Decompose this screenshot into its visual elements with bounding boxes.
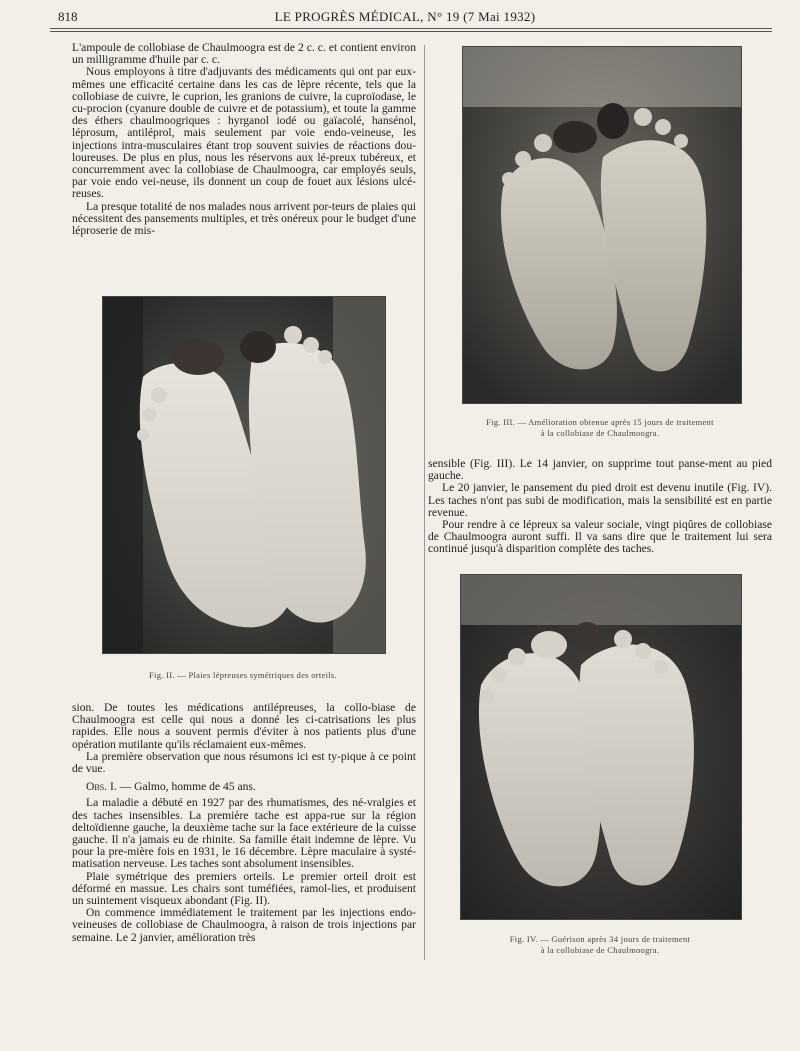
figure-3-caption-line-1: Fig. III. — Amélioration obtenue après 15 jours de traitement	[486, 417, 714, 427]
observation-title: — Galmo, homme de 45 ans.	[116, 780, 256, 794]
header-rule	[50, 28, 772, 29]
paragraph: Pour rendre à ce lépreux sa valeur sociale, vingt piqûres de collobiase de Chaulmoogra auront suffi. Il va sans dire que le traitement lui sera continué jusqu'à disparition complète des taches.	[428, 518, 772, 556]
paragraph: Plaie symétrique des premiers orteils. Le premier orteil droit est déformé en massue. Les chairs sont tuméfiées, ramol-lies, et produisent un suintement visqueux abondant (Fig. II).	[72, 869, 416, 908]
column-divider	[424, 45, 425, 960]
paragraph: La maladie a débuté en 1927 par des rhumatismes, des né-vralgies et des taches insensibles. La première tache est appa-rue sur la région deltoïdienne gauche, la deuxième tache sur la face extérieure de la cuisse gauche. Il n'a jamais eu de rhinite. Sa famille était indemne de lèpre. Vu pour la pre-mière fois en 1931, le 16 décembre. Lèpre maculaire à systé-matisation nerveuse. Les taches sont absolument insensibles.	[72, 796, 416, 871]
figure-3-photo	[462, 46, 742, 404]
paragraph: sensible (Fig. III). Le 14 janvier, on supprime tout panse-ment au pied gauche.	[428, 457, 772, 483]
running-title: LE PROGRÈS MÉDICAL, N° 19 (7 Mai 1932)	[274, 9, 536, 24]
paragraph: On commence immédiatement le traitement par les injections endo-veineuses de collobiase de Chaulmoogra, à raison de trois injections par semaine. Le 2 janvier, amélioration très	[72, 906, 416, 944]
running-header	[50, 6, 760, 26]
figure-2-photo	[102, 296, 386, 654]
paragraph: Nous employons à titre d'adjuvants des médicaments qui ont par eux-mêmes une efficacité certaine dans les cas de lèpre récente, tels que la collobiase de cuivre, le cuprion, les granions de cuivre, la cuproïodase, le cu-procion (cyanure double de cuivre et de potassium), et toute la gamme des éthers chaulmoogriques : hyrganol iodé ou gaïacolé, hansénol, léprosum, antiléprol, mais seulement par voie endo-veineuse, les injections intra-musculaires étant trop souvent suivies de réactions dou-loureuses. De plus en plus, nous les réservons aux lé-preux tubéreux, et concurremment avec la collobiase de Chaulmoogra, car employés seuls, par voie endo vei-neuse, ils donnent un coup de fouet aux lésions ulcé-reuses.	[72, 65, 416, 201]
figure-3-caption-line-2: à la collobiase de Chaulmoogra.	[540, 428, 660, 438]
observation-heading	[72, 781, 416, 793]
paragraph: La presque totalité de nos malades nous arrivent por-teurs de plaies qui nécessitent des pansements multiples, et très onéreux pour le budget d'une léproserie de mis-	[72, 199, 416, 238]
left-column-top-text	[72, 42, 416, 237]
paragraph: sion. De toutes les médications antilépreuses, la collo-biase de Chaulmoogra est celle qui nous a donné les ci-catrisations les plus rapides. Elle nous a souvent permis d'éviter à nos patients plus d'une opération mutilante qu'ils réclamaient eux-mêmes.	[72, 701, 416, 751]
page-number: 818	[58, 9, 78, 24]
figure-4-caption-line-1: Fig. IV. — Guérison après 34 jours de traitement	[509, 934, 691, 944]
left-column-bottom-text	[72, 702, 416, 944]
paragraph: La première observation que nous résumons ici est ty-pique à ce point de vue.	[72, 749, 416, 776]
observation-label: Obs. I.	[86, 780, 117, 794]
right-column-text	[428, 458, 772, 556]
header-rule-double	[50, 31, 772, 32]
figure-4-caption-line-2: à la collobiase de Chaulmoogra.	[540, 945, 660, 955]
figure-4-photo	[460, 574, 742, 920]
figure-4-caption	[450, 934, 750, 956]
paragraph: Le 20 janvier, le pansement du pied droit est devenu inutile (Fig. IV). Les taches n'ont pas subi de modification, mais la sensibilité est en partie revenue.	[428, 481, 772, 519]
figure-2-caption: Fig. II. — Plaies lépreuses symétriques des orteils.	[149, 670, 337, 680]
paragraph: L'ampoule de collobiase de Chaulmoogra est de 2 c. c. et contient environ un milligramme d'huile par c. c.	[72, 41, 416, 67]
figure-3-caption	[450, 417, 750, 439]
